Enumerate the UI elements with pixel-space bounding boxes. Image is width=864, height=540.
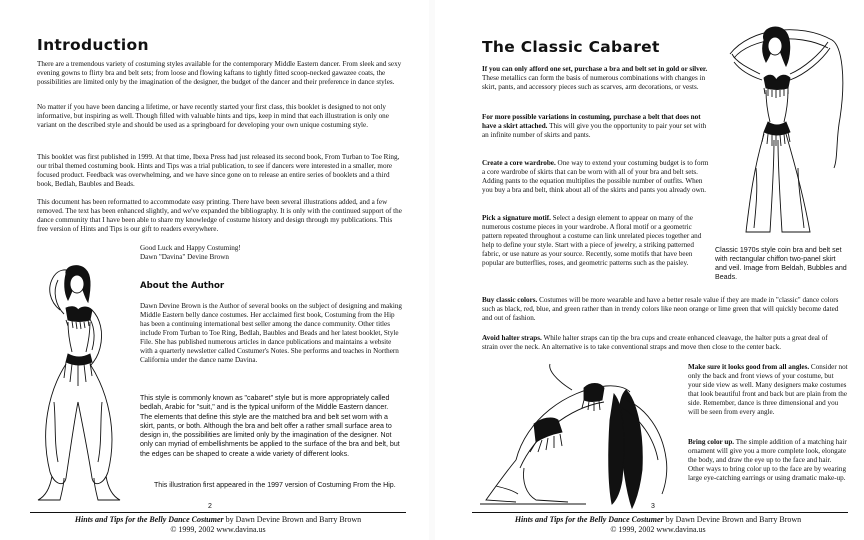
footer-authors: by Dawn Devine Brown and Barry Brown bbox=[663, 515, 802, 524]
tip-text: Select a design element to appear on many of the numerous costume pieces in your wardrobe. A floral motif or a geometric pattern repeated throughout a costume can link unrelated pieces together and help to define your style. Start with a piece of jewelry, a striking patterned fabric, or use nature as your source. Recently, some motifs that have been popular are butterflies, roses, and geometric patterns such as the paisley. bbox=[482, 214, 702, 267]
footer-book-title: Hints and Tips for the Belly Dance Costumer bbox=[514, 515, 664, 524]
tip-one-set bbox=[482, 65, 710, 92]
signoff-line-2: Dawn "Davina" Devine Brown bbox=[140, 253, 229, 261]
illustration-caption: Classic 1970s style coin bra and belt set with rectangular chiffon two-panel skirt and veil. Image from Beldah, Bubbles and Beads. bbox=[715, 246, 847, 282]
tip-lead: If you can only afford one set, purchase a bra and belt set in gold or silver. bbox=[482, 65, 708, 73]
tip-classic-colors bbox=[482, 296, 842, 323]
right-page bbox=[432, 0, 864, 540]
tip-lead: Pick a signature motif. bbox=[482, 214, 551, 222]
page-title: Introduction bbox=[37, 36, 149, 54]
dancer-pants-illustration bbox=[20, 262, 138, 510]
tip-text: While halter straps can tip the bra cups and create enhanced cleavage, the halter puts a great deal of strain over the neck. An alternative is to take conventional straps and move then close to the center back. bbox=[482, 334, 828, 351]
illustration-credit: This illustration first appeared in the 1997 version of Costuming From the Hip. bbox=[154, 482, 396, 489]
style-description: This style is commonly known as "cabaret" style but is more appropriately called bedlah, Arabic for "suit," and is the typical uniform of the Middle Eastern dancer. The elements that define this style are the matched bra and belt set worn with a skirt, pants, or both. Although the bra and belt offer a rather small surface area to design in, the possibilities are limited only by the imagination of the designer. Not only can myriad of embellishments be applied to the surface of the bra and belt, but the edges can be shaped to create a wide variety of different looks. bbox=[140, 395, 400, 458]
about-author-heading: About the Author bbox=[140, 281, 225, 291]
footer-copyright: © 1999, 2002 www.davina.us bbox=[610, 524, 706, 534]
intro-paragraph-4: This document has been reformatted to accommodate easy printing. There have been several illustrations added, and a few removed. The text has been enhanced slightly, and we've expanded the bibliography. It is only with the continued support of the dance community that I have been able to share my knowledge of costume history and design through my publications. This free version of Hints and Tips is our gift to readers everywhere. bbox=[37, 198, 402, 233]
footer-book-title: Hints and Tips for the Belly Dance Costumer bbox=[74, 515, 224, 524]
page-title: The Classic Cabaret bbox=[482, 38, 660, 56]
footer-rule bbox=[30, 512, 406, 513]
about-author-text: Dawn Devine Brown is the Author of several books on the subject of designing and making Middle Eastern belly dance costumes. Her acclaimed first book, Costuming from the Hip has been a continuing international best seller among the dance community. Other titles include From Turban to Toe Ring, Bedlah, Baubles and Beads and her latest booklet, Style File. She has published numerous articles in dance publications and maintains a website with a quarterly newsletter called Costumer's Notes. She performs and teaches in Northern California under the dance name Davina. bbox=[140, 302, 402, 364]
signoff-line-1: Good Luck and Happy Costuming! bbox=[140, 244, 241, 252]
tip-all-angles bbox=[688, 363, 848, 417]
tip-belt-no-skirt bbox=[482, 113, 710, 140]
page-number: 2 bbox=[208, 503, 212, 510]
tip-core-wardrobe bbox=[482, 159, 710, 195]
intro-paragraph-2: No matter if you have been dancing a lifetime, or have recently started your first class, this booklet is designed to not only informative, but inspiring as well. Though filled with valuable hints and tips, keep in mind that each illustration is only one variant on the described style and should be used as a springboard for developing your own unique costuming style. bbox=[37, 103, 389, 129]
tip-halter-straps bbox=[482, 334, 842, 352]
tip-text: One way to extend your costuming budget is to form a core wardrobe of skirts that can be worn with all of your bra and belt sets. Adding pants to the equation multiplies the possible number of outfits. When you buy a bra and belt, think about all of the skirts and pants you already own. bbox=[482, 159, 709, 194]
tip-text: Consider not only the back and front views of your costume, but your side view as well. Many designers make costumes that look beautiful front and back but are plain from the side. Remember, dance is three dimensional and you will be seen from every angle. bbox=[688, 363, 848, 416]
tip-text: Costumes will be more wearable and have a better resale value if they are made in "classic" dance colors such as black, red, blue, and green rather than in trendy colors like neon orange or lime green that will quickly become dated and out of fashion. bbox=[482, 296, 839, 322]
footer bbox=[460, 515, 856, 534]
tip-lead: For more possible variations in costuming, purchase a belt that does not have a skirt attached. bbox=[482, 113, 701, 130]
tip-text: This will give you the opportunity to pair your set with an infinite number of skirts and pants. bbox=[482, 122, 707, 139]
footer-copyright: © 1999, 2002 www.davina.us bbox=[170, 524, 266, 534]
tip-lead: Bring color up. bbox=[688, 438, 735, 446]
footer-rule bbox=[472, 512, 848, 513]
tip-lead: Create a core wardrobe. bbox=[482, 159, 556, 167]
page-number: 3 bbox=[651, 503, 655, 510]
dancer-backbend-illustration bbox=[476, 360, 686, 512]
intro-paragraph-3: This booklet was first published in 1999. At that time, Ibexa Press had just released its second book, From Turban to Toe Ring, our tribal themed costuming book. Hints and Tips was a trial publication, to see if dancers were interested in a smaller, more focused product. Feedback was overwhelming, and we have since gone on to release an entire series of booklets and a third book, Bedlah, Baubles and Beads. bbox=[37, 153, 400, 188]
footer bbox=[20, 515, 416, 534]
tip-lead: Buy classic colors. bbox=[482, 296, 538, 304]
intro-paragraph-1: There are a tremendous variety of costuming styles available for the contemporary Middle Eastern dancer. From sleek and sexy evening gowns to flirty bra and belt sets; from loose and flowing kaftans to tightly fitted scoop-necked gawazee coats, the possibilities are limited only by the imagination of the designer, the budget of the dancer and their preference in dance styles. bbox=[37, 60, 402, 86]
tip-bring-color-up bbox=[688, 438, 848, 483]
tip-text: These metallics can form the basis of numerous combinations with changes in skirt, pants, and accessory pieces such as scarves, arm decorations, or vests. bbox=[482, 74, 706, 91]
footer-authors: by Dawn Devine Brown and Barry Brown bbox=[223, 515, 362, 524]
tip-text: The simple addition of a matching hair ornament will give you a more complete look, elongate the body, and draw the eye up to the face and hair. Other ways to bring color up to the face are by wearing large eye-catching earrings or using dramatic make-up. bbox=[688, 438, 847, 482]
dancer-veil-illustration bbox=[710, 18, 852, 244]
tip-lead: Make sure it looks good from all angles. bbox=[688, 363, 810, 371]
tip-signature-motif bbox=[482, 214, 710, 268]
tip-lead: Avoid halter straps. bbox=[482, 334, 542, 342]
